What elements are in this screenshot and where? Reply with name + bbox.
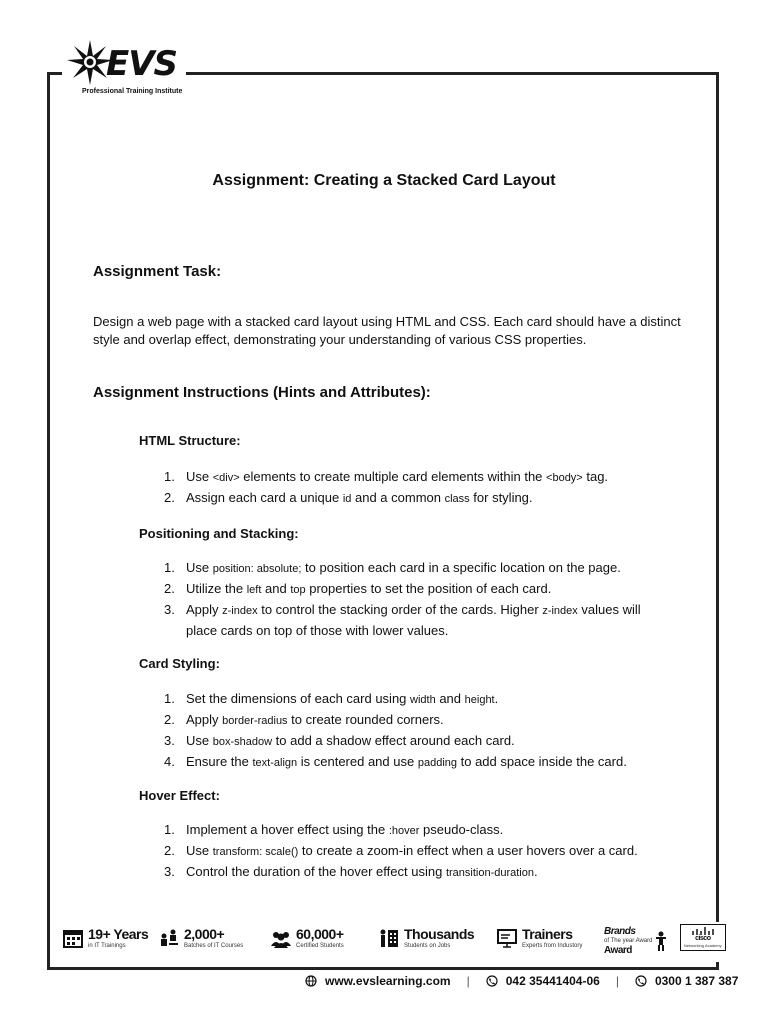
stat-jobs-value: Thousands bbox=[404, 926, 475, 942]
stat-award bbox=[604, 926, 672, 956]
inline-code: left bbox=[246, 584, 262, 596]
list-item: 1. Use <div> elements to create multiple card elements within the <body> tag. bbox=[164, 469, 609, 484]
list-item: 1. Implement a hover effect using the :hover pseudo-class. bbox=[164, 822, 504, 837]
page-title: Assignment: Creating a Stacked Card Layout bbox=[212, 172, 556, 189]
presentation-icon bbox=[496, 927, 518, 949]
stat-years-value: 19+ Years bbox=[88, 926, 149, 942]
list-item: 4. Ensure the text-align is centered and use padding to add space inside the card. bbox=[164, 754, 627, 769]
cisco-icon bbox=[691, 927, 715, 935]
classroom-icon bbox=[158, 927, 180, 949]
group-icon bbox=[270, 927, 292, 949]
inline-code: z-index bbox=[222, 605, 258, 617]
list-positioning bbox=[164, 558, 666, 641]
section-heading-html-structure: HTML Structure: bbox=[139, 433, 241, 448]
footer-stats bbox=[62, 922, 722, 962]
logo-text: EVS bbox=[106, 44, 178, 84]
list-item: 3. Use box-shadow to add a shadow effect around each card. bbox=[164, 733, 515, 748]
list-html-structure bbox=[164, 467, 666, 509]
stat-jobs-label: Students on Jobs bbox=[404, 943, 451, 949]
stat-award-value: Brands bbox=[604, 926, 636, 937]
inline-code: <div> bbox=[212, 472, 240, 484]
section-heading-positioning: Positioning and Stacking: bbox=[139, 526, 299, 541]
stat-batches-label: Batches of IT Courses bbox=[184, 943, 244, 949]
inline-code: :hover bbox=[388, 825, 420, 837]
phone-landline[interactable]: 042 35441404-06 bbox=[505, 974, 600, 988]
stat-trainers-value: Trainers bbox=[522, 926, 573, 942]
stat-jobs bbox=[378, 926, 474, 950]
stat-years bbox=[62, 926, 148, 950]
award-icon bbox=[654, 930, 668, 952]
website-link[interactable]: www.evslearning.com bbox=[325, 974, 451, 988]
inline-code: position: absolute; bbox=[212, 563, 302, 575]
inline-code: width bbox=[410, 694, 436, 706]
stat-batches bbox=[158, 926, 243, 950]
task-heading: Assignment Task: bbox=[93, 263, 222, 280]
inline-code: text-align bbox=[252, 757, 298, 769]
stat-years-label: in IT Trainings bbox=[88, 943, 126, 949]
divider: | bbox=[615, 974, 619, 988]
stat-students-label: Certified Students bbox=[296, 943, 344, 949]
stat-students bbox=[270, 926, 344, 950]
section-heading-hover-effect: Hover Effect: bbox=[139, 788, 220, 803]
whatsapp-icon bbox=[635, 975, 647, 987]
list-item: 1. Set the dimensions of each card using width and height. bbox=[164, 691, 499, 706]
list-item: 2. Use transform: scale() to create a zoom-in effect when a user hovers over a card. bbox=[164, 843, 638, 858]
inline-code: z-index bbox=[542, 605, 578, 617]
list-item: 2. Assign each card a unique id and a common class for styling. bbox=[164, 490, 533, 505]
instructions-heading: Assignment Instructions (Hints and Attributes): bbox=[93, 384, 431, 401]
stat-trainers-label: Experts from Industory bbox=[522, 943, 583, 949]
phone-icon bbox=[486, 975, 498, 987]
inline-code: class bbox=[444, 493, 470, 505]
logo-subtitle: Professional Training Institute bbox=[82, 88, 183, 95]
inline-code: transform: scale() bbox=[212, 846, 299, 858]
globe-icon bbox=[305, 975, 317, 987]
divider: | bbox=[466, 974, 470, 988]
phone-mobile[interactable]: 0300 1 387 387 bbox=[654, 974, 739, 988]
list-item: 2. Utilize the left and top properties to set the position of each card. bbox=[164, 581, 552, 596]
list-item: 3. Control the duration of the hover effect using transition-duration. bbox=[164, 864, 538, 879]
logo bbox=[62, 38, 186, 100]
stat-trainers bbox=[496, 926, 582, 950]
section-heading-card-styling: Card Styling: bbox=[139, 656, 220, 671]
stat-students-value: 60,000+ bbox=[296, 926, 344, 942]
inline-code: transition-duration bbox=[445, 867, 534, 879]
stat-batches-value: 2,000+ bbox=[184, 926, 225, 942]
list-item: 1. Use position: absolute; to position each card in a specific location on the page. bbox=[164, 560, 621, 575]
stat-cisco-value: cisco bbox=[695, 935, 711, 942]
building-person-icon bbox=[378, 927, 400, 949]
stat-cisco-label: Networking Academy bbox=[684, 943, 722, 948]
list-card-styling bbox=[164, 689, 666, 773]
inline-code: box-shadow bbox=[212, 736, 273, 748]
inline-code: height bbox=[464, 694, 495, 706]
stat-cisco bbox=[680, 924, 726, 951]
contact-bar bbox=[305, 974, 738, 988]
list-item: 2. Apply border-radius to create rounded corners. bbox=[164, 712, 444, 727]
calendar-icon bbox=[62, 927, 84, 949]
inline-code: <body> bbox=[546, 472, 583, 484]
stat-award-label: of The year Award bbox=[604, 938, 653, 944]
task-paragraph: Design a web page with a stacked card layout using HTML and CSS. Each card should have a distinct style and overlap effect, demonstrating your understanding of various CSS properties. bbox=[93, 314, 681, 347]
list-hover-effect bbox=[164, 820, 666, 883]
inline-code: id bbox=[342, 493, 352, 505]
stat-award-word: Award bbox=[604, 945, 632, 956]
list-item: 3. Apply z-index to control the stacking order of the cards. Higher z-index values will place cards on top of those with lower values. bbox=[164, 602, 641, 638]
inline-code: top bbox=[290, 584, 306, 596]
inline-code: border-radius bbox=[222, 715, 288, 727]
inline-code: padding bbox=[417, 757, 457, 769]
